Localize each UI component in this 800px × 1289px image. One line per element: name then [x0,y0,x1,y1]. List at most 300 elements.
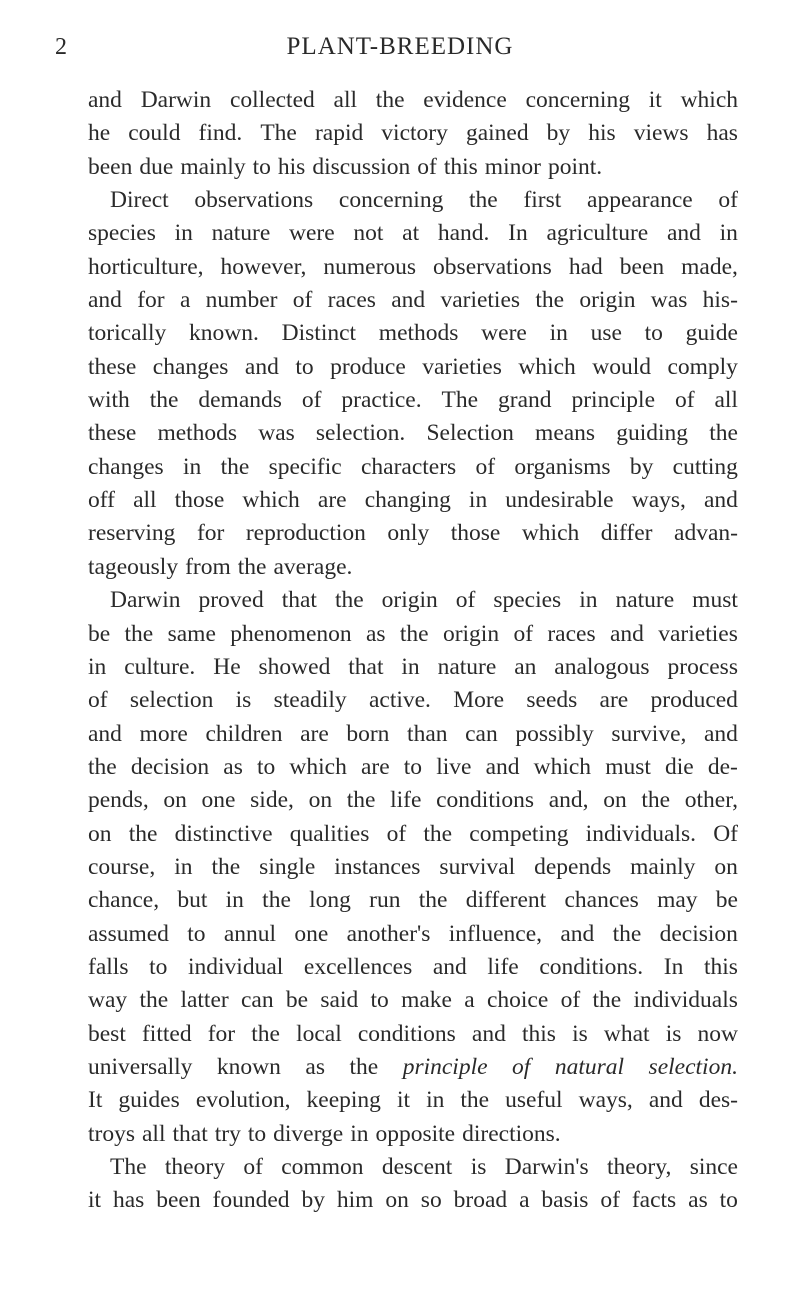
word: basis [541,1187,589,1214]
word: for [207,1020,236,1047]
word: the [423,820,453,847]
word: and [391,287,426,314]
word: views [633,120,689,147]
word: which [533,753,592,780]
word: to [719,1187,738,1214]
word: a [179,287,191,314]
word: has [706,120,738,147]
word: mainly [630,853,696,880]
word: in [88,653,107,680]
text-line [88,84,738,117]
word: and [703,487,738,514]
word: way [88,987,128,1014]
text-line [88,1151,738,1184]
word: in [468,487,488,514]
word: life [487,953,519,980]
word: and [704,720,738,747]
word: nature [437,653,497,680]
word: as [688,1187,708,1214]
word: in [549,320,568,347]
word: be [285,987,309,1014]
word: rapid [314,120,364,147]
word: from [185,553,231,580]
word: and [432,953,467,980]
word: said [320,987,359,1014]
word: tageously [88,553,179,580]
word: to [247,1120,267,1147]
word: to [252,153,271,180]
word: evidence [423,87,507,113]
word: Darwin [140,87,212,113]
word: latter [180,987,229,1014]
word: for [196,520,225,547]
word: best [88,1020,126,1047]
word: run [369,887,401,914]
word: off [88,487,115,514]
word: on [603,787,627,814]
word: that [172,1120,208,1147]
word: the [641,787,671,814]
text-line [88,884,738,917]
word: and [485,753,520,780]
word: than [407,720,448,747]
word: discussion [312,153,411,180]
word: it [88,1187,102,1214]
word: mainly [180,153,246,180]
word: survival [439,853,516,880]
word: the [592,987,622,1014]
word: not [353,220,384,247]
word: try [214,1120,241,1147]
word: produced [650,687,738,714]
word: More [453,687,505,714]
word: local [296,1020,342,1047]
page-number: 2 [55,34,67,60]
word: and [244,353,279,380]
word: been [619,253,665,280]
word: ways, [631,487,686,514]
word: chance, [88,887,160,914]
word: be [715,887,738,914]
word: the [262,887,291,914]
word: of [560,987,581,1014]
word: in [426,1087,445,1114]
word: known. [189,320,259,347]
word: of [386,820,407,847]
word: but [177,887,208,914]
text-line [88,384,738,417]
word: known [216,1053,281,1080]
word: and [88,87,122,113]
word: his [277,153,306,180]
word: it [396,1087,411,1114]
word: observations [433,253,552,280]
word: conditions [436,787,535,814]
word: of [475,453,496,480]
word: the [128,820,158,847]
word: were [289,220,335,247]
word: could [128,120,181,147]
word: of [243,1154,263,1180]
word: for [137,287,165,314]
text-line [88,751,738,784]
word: individuals. [585,820,696,847]
word: the [535,287,565,314]
text-line [88,618,738,651]
text-line [88,851,738,884]
word: must [692,587,738,614]
text-line [88,984,738,1017]
word: as [223,753,243,780]
word: this [443,153,478,180]
word: showed [258,653,331,680]
word: minor [484,153,541,180]
word: life [390,787,422,814]
word: descent [381,1154,453,1180]
word: origin [442,620,500,647]
word: ways, [578,1087,633,1114]
word: practice. [341,387,422,414]
text-line [88,818,738,851]
word: and [560,920,595,947]
word: which [518,353,576,380]
word: and [88,720,122,747]
word: to [187,920,206,947]
word: instances [334,853,421,880]
word: the [709,420,738,447]
word: born [346,720,390,747]
text-line [88,1018,738,1051]
word: by [301,1187,325,1214]
word: with [88,387,130,414]
word: the [612,920,642,947]
word: The [110,1154,147,1180]
text-line [88,951,738,984]
word: the [334,587,364,614]
word: decision [130,753,210,780]
word: survive, [611,720,687,747]
word: is [572,1020,588,1047]
word: individual [188,953,284,980]
word: distinctive [174,820,273,847]
word: however, [220,253,307,280]
word: is [470,1154,487,1180]
word: appearance [587,187,693,214]
word: at [402,220,420,247]
word: be [88,620,111,647]
word: pends, [88,787,149,814]
word: universally [88,1053,193,1080]
word: of [674,387,695,414]
text-line [88,684,738,717]
word: steadily [273,687,347,714]
word: proved [198,587,264,614]
word: now [697,1020,738,1047]
word: as [365,620,386,647]
word: another's [346,920,431,947]
word: in [719,220,738,247]
word: assumed [88,920,169,947]
word: and, [548,787,589,814]
text-line [88,1118,738,1151]
word: in [174,853,193,880]
word: can [241,987,274,1014]
text-line [88,117,738,150]
text-line [88,184,738,217]
word: conditions. [539,953,644,980]
word: by [629,453,654,480]
word: as [305,1053,325,1080]
word: Of [713,820,738,847]
word: gained [465,120,529,147]
word: on [714,853,738,880]
word: the [375,87,405,113]
word: must [605,753,651,780]
word: single [259,853,316,880]
word: live [436,753,472,780]
word: opposite [375,1120,456,1147]
word: point. [547,153,603,180]
word: of [292,287,313,314]
word: since [689,1154,738,1180]
word: were [481,320,527,347]
word: facts [631,1187,677,1214]
word: changing [364,487,451,514]
word: depends [534,853,612,880]
word: an [514,653,537,680]
word: of [88,687,108,714]
word: on [385,1187,409,1214]
word: are [300,720,329,747]
word: common [281,1154,364,1180]
word: races [327,287,376,314]
word: culture. [124,653,196,680]
word: in [401,653,420,680]
word: demands [198,387,282,414]
text-line [88,1084,738,1117]
word: more [139,720,188,747]
word: falls [88,953,129,980]
word: a [464,987,475,1014]
word: phenomenon [230,620,352,647]
word: to [149,953,168,980]
word: had [568,253,603,280]
word: changes [152,353,229,380]
word: to [370,987,389,1014]
word: side, [250,787,294,814]
word: individuals [633,987,738,1014]
text-line [88,584,738,617]
word: hand. [437,220,490,247]
word: so [420,1187,442,1214]
word: He [213,653,241,680]
word: selection [129,687,214,714]
word: species [88,220,156,247]
word: are [360,753,390,780]
word: that [348,653,384,680]
word: and [471,1020,506,1047]
word: that [281,587,317,614]
word: fitted [141,1020,192,1047]
word: concerning [525,87,630,113]
word: his [588,120,616,147]
word: species [493,587,562,614]
word: changes [88,453,164,480]
word: made, [681,253,738,280]
word: make [401,987,452,1014]
word: characters [360,453,457,480]
word: may [657,887,698,914]
word: a [519,1187,530,1214]
word: average. [273,553,353,580]
page-header [55,30,745,64]
word: Direct [110,187,169,214]
text-line [88,351,738,384]
word: competing [469,820,569,847]
word: by [546,120,571,147]
word: which [242,487,300,514]
word: due [139,153,174,180]
word: differ [600,520,653,547]
word: all [133,487,157,514]
word: keeping [306,1087,381,1114]
word: the [399,620,429,647]
text-line [88,251,738,284]
word: In [663,953,684,980]
word: broad [453,1187,508,1214]
word: one [201,787,236,814]
word: useful [505,1087,563,1114]
word: of [512,1053,531,1080]
word: concerning [338,187,444,214]
word: victory [381,120,448,147]
word: the [346,787,376,814]
word: of [301,387,322,414]
text-line [88,417,738,450]
word: what [603,1020,650,1047]
text-line [88,517,738,550]
word: evolution, [195,1087,291,1114]
word: it [648,87,662,113]
word: same [167,620,216,647]
word: guides [118,1087,180,1114]
word: is [235,687,252,714]
word: guiding [616,420,689,447]
word: The [441,387,479,414]
word: find. [198,120,243,147]
word: and [88,287,122,314]
word: natural [554,1053,625,1080]
word: It [88,1087,103,1114]
word: the [149,387,179,414]
word: him [336,1187,374,1214]
text-line [88,451,738,484]
word: diverge [273,1120,344,1147]
word: of [513,620,534,647]
word: horticulture, [88,253,204,280]
word: theory, [606,1154,672,1180]
word: can [465,720,498,747]
word: in [350,1120,369,1147]
word: means [535,420,596,447]
word: other, [684,787,738,814]
word: Darwin's [504,1154,589,1180]
word: was [258,420,295,447]
word: excellences [303,953,413,980]
word: all [142,1120,166,1147]
word: process [667,653,738,680]
word: on [163,787,187,814]
word: analogous [554,653,650,680]
word: and [666,220,701,247]
word: collected [229,87,315,113]
word: first [523,187,562,214]
text-line [88,317,738,350]
word: the [349,1053,379,1080]
word: children [205,720,283,747]
word: long [309,887,351,914]
word: the [237,553,267,580]
word: was [650,287,688,314]
word: one [294,920,329,947]
word: theory [164,1154,225,1180]
word: cutting [672,453,738,480]
word: which [521,520,580,547]
word: and [648,1087,683,1114]
word: decision [659,920,738,947]
word: on [88,820,112,847]
word: guide [685,320,738,347]
word: conditions [357,1020,456,1047]
word: and [609,620,644,647]
word: in [174,220,193,247]
word: been [156,1187,201,1214]
text-line [88,651,738,684]
word: those [450,520,501,547]
running-title: PLANT-BREEDING [286,33,514,60]
word: principle [571,387,656,414]
word: these [88,420,137,447]
word: comply [667,353,738,380]
word: of [600,1187,620,1214]
word: all [333,87,358,113]
word: are [599,687,629,714]
word: influence, [448,920,543,947]
text-line [88,217,738,250]
word: In [508,220,528,247]
word: to [295,353,314,380]
word: nature [211,220,271,247]
text-line [88,484,738,517]
word: of [417,153,437,180]
word: des- [698,1087,738,1114]
body-text [88,84,738,1218]
word: been [88,153,133,180]
text-line [88,284,738,317]
word: directions. [462,1120,561,1147]
word: die [665,753,694,780]
word: course, [88,853,156,880]
word: the [418,887,448,914]
word: varieties [422,353,502,380]
word: in [182,453,202,480]
word: is [665,1020,682,1047]
word: observations [194,187,314,214]
word: de- [707,753,738,780]
word: Distinct [281,320,357,347]
word: Selection [426,420,514,447]
word: the [124,620,154,647]
